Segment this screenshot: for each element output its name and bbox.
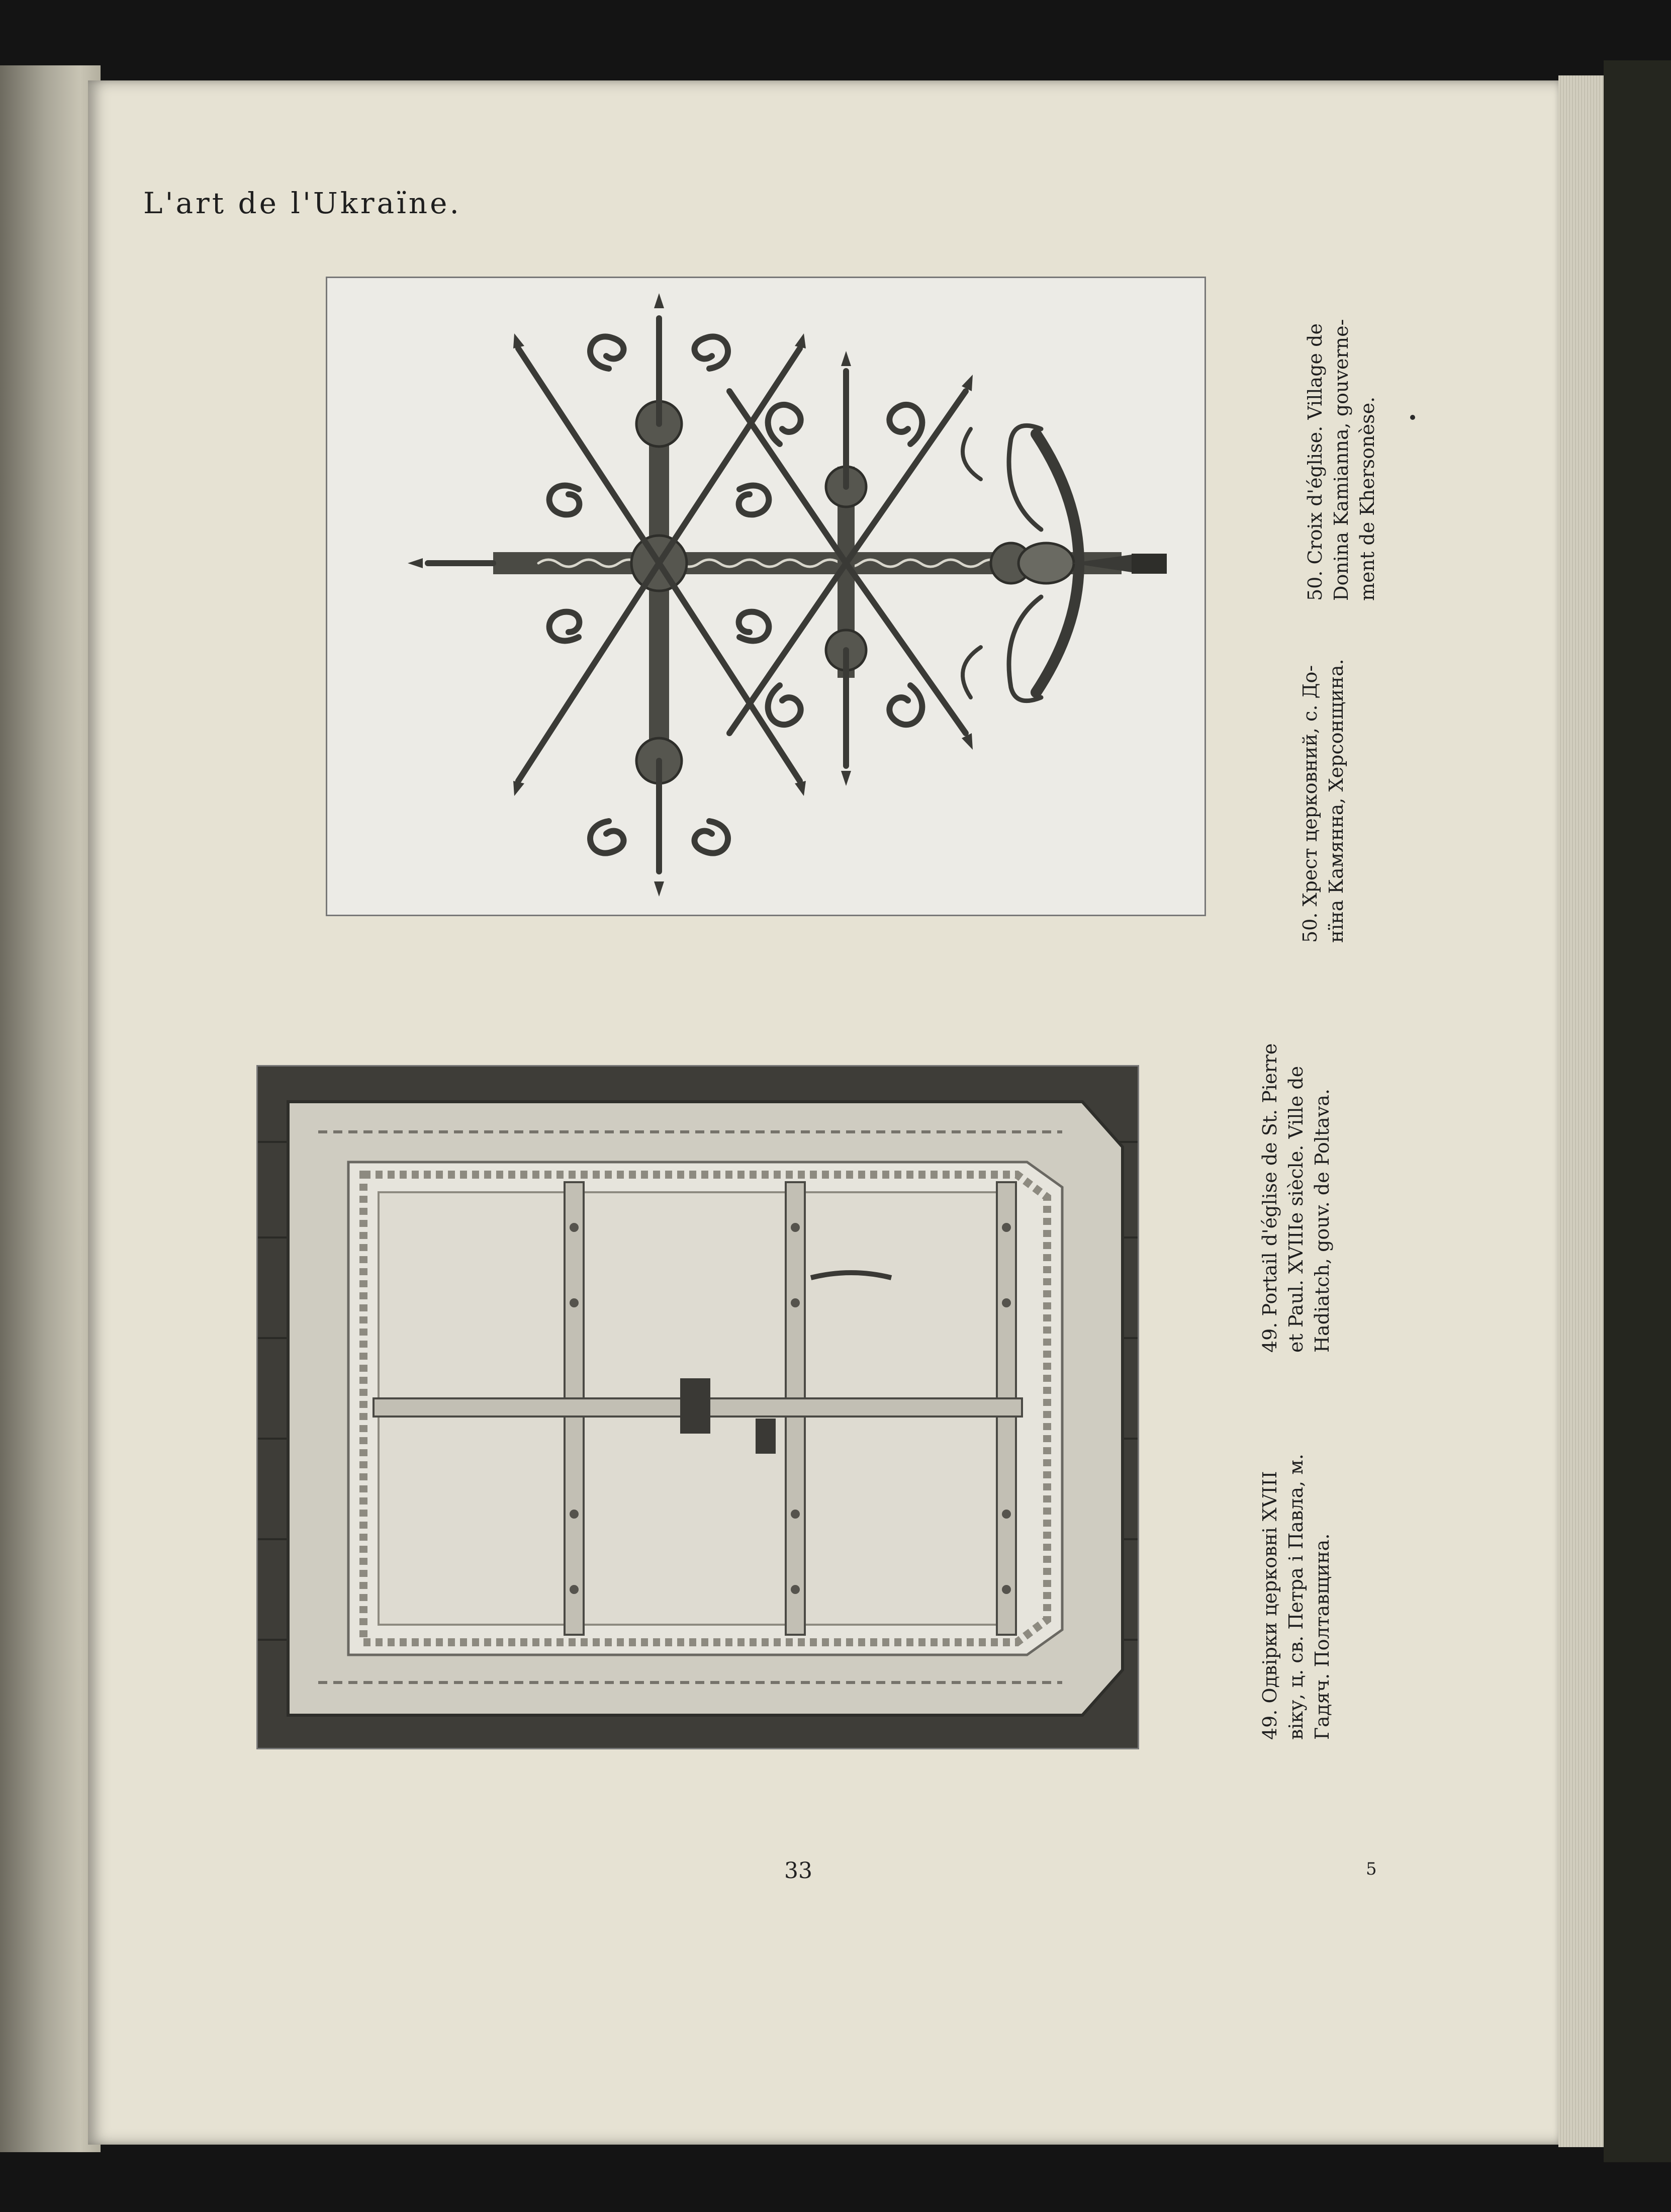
page-number: 33: [784, 1858, 812, 1884]
caption-line: 49. Portail d'église de St. Pierre: [1259, 1043, 1281, 1353]
caption-line: Гадяч. Полтавщина.: [1311, 1533, 1333, 1740]
caption-line: et Paul. XVIIIe siècle. Ville de: [1285, 1066, 1307, 1353]
paper-speck: [1410, 415, 1415, 420]
caption-line: віку, ц. св. Петра і Павла, м.: [1285, 1454, 1307, 1740]
caption-line: 50. Хрест церковний, с. До-: [1299, 665, 1321, 943]
signature-mark: 5: [1366, 1859, 1377, 1879]
caption-line: 50. Croix d'église. Village de: [1304, 323, 1326, 601]
church-door-photo: [258, 1067, 1138, 1748]
caption-line: Donina Kamianna, gouverne-: [1330, 319, 1352, 601]
plate-church-cross: [326, 277, 1206, 916]
book-edge-left: [0, 65, 101, 2152]
caption-50-ukrainian: [1297, 659, 1349, 943]
caption-line: ment de Khersonèse.: [1356, 396, 1378, 601]
church-cross-photo: [327, 278, 1204, 915]
caption-50-french: [1302, 319, 1380, 601]
caption-line: 49. Одвірки церковні XVIII: [1259, 1471, 1281, 1740]
caption-49-ukrainian: [1257, 1454, 1335, 1740]
caption-line: Hadiatch, gouv. de Poltava.: [1311, 1089, 1333, 1353]
book-cover: [1604, 60, 1671, 2162]
plate-church-door: [256, 1065, 1139, 1749]
caption-49-french: [1257, 1043, 1335, 1353]
page-edges: [1558, 75, 1606, 2147]
running-title: L'art de l'Ukraïne.: [143, 186, 461, 220]
caption-line: нїна Камянна, Херсонщина.: [1325, 659, 1347, 943]
